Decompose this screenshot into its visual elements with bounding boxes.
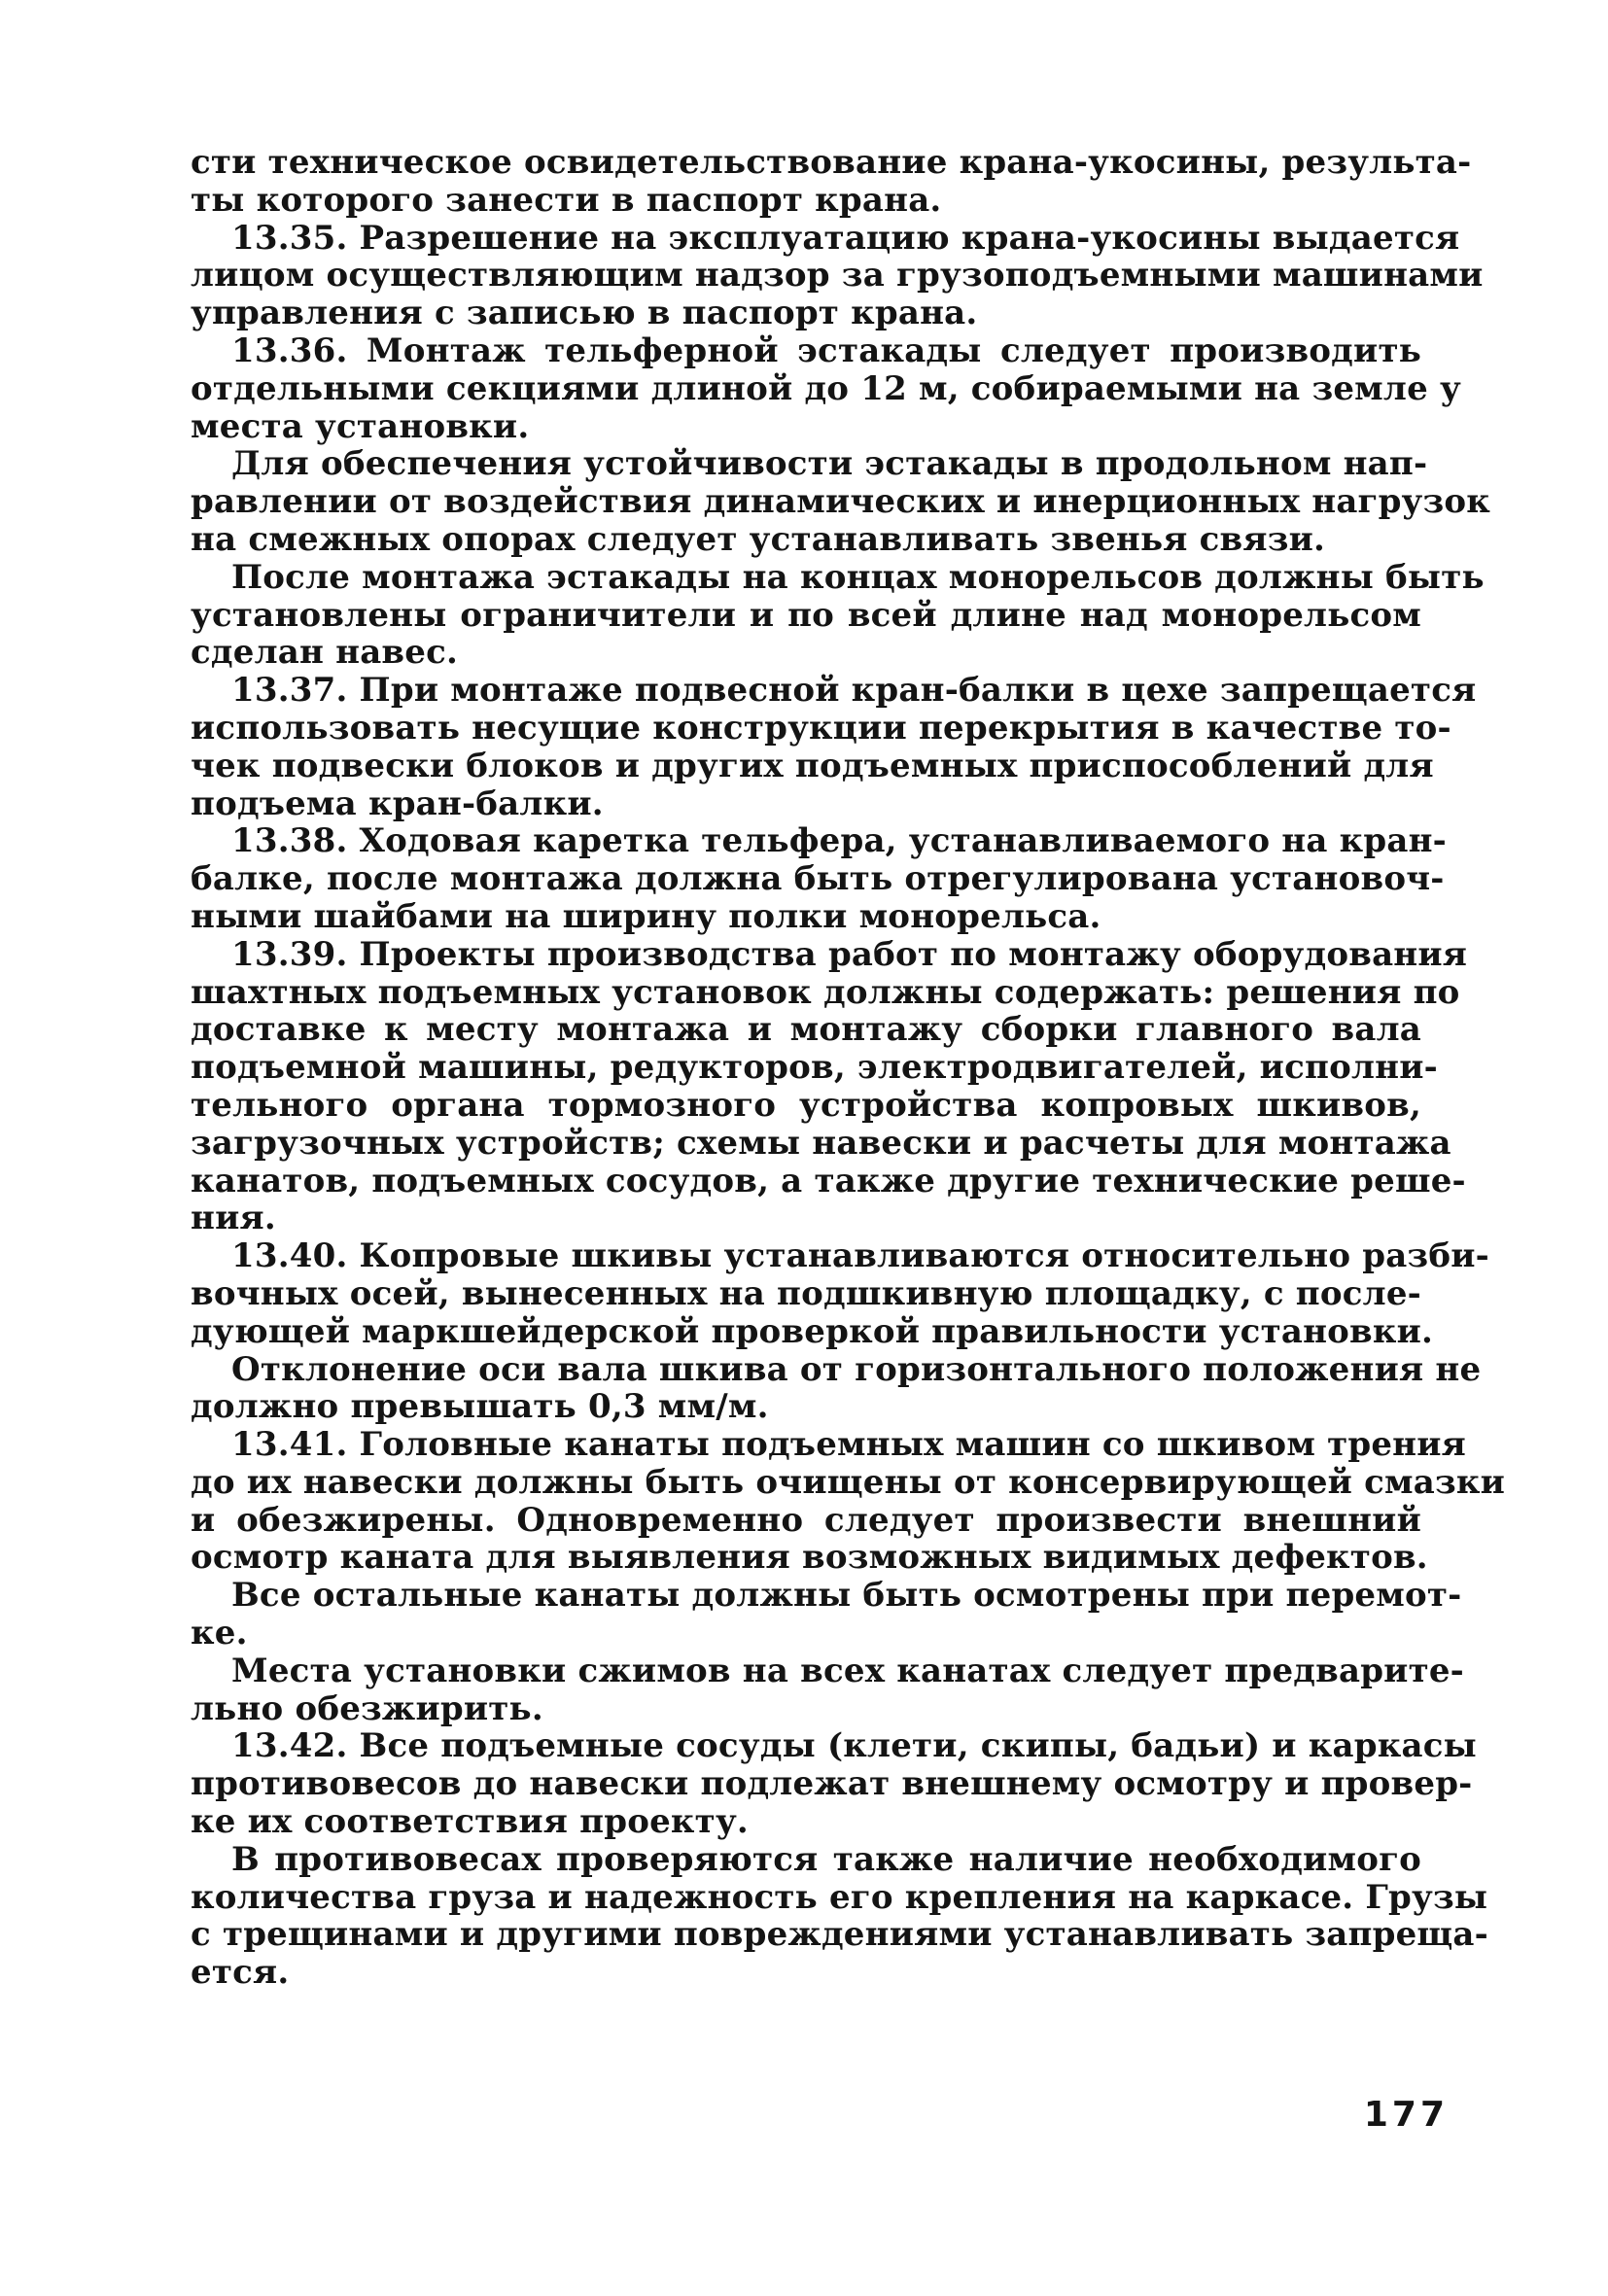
text-line: противовесов до навески подлежат внешнему осмотру и провер- [191,1764,1473,1804]
text-line: с трещинами и другими повреждениями устанавливать запреща- [191,1915,1488,1955]
text-line: сделан навес. [191,633,459,673]
text-line: количества груза и надежность его крепления на каркасе. Грузы [191,1877,1488,1917]
text-line: 13.42. Все подъемные сосуды (клети, скипы, бадьи) и каркасы [231,1726,1477,1766]
text-line: должно превышать 0,3 мм/м. [191,1387,769,1427]
text-line: ния. [191,1199,276,1238]
text-line: отдельными секциями длиной до 12 м, собираемыми на земле у [191,368,1461,408]
text-line: канатов, подъемных сосудов, а также другие технические реше- [191,1161,1466,1200]
text-line: управления с записью в паспорт крана. [191,294,978,333]
text-line: использовать несущие конструкции перекрытия в качестве то- [191,708,1451,748]
text-line: сти техническое освидетельствование крана-укосины, результа- [191,143,1472,182]
text-line: Все остальные канаты должны быть осмотрены при перемот- [231,1576,1462,1616]
text-line: доставке к месту монтажа и монтажу сборки главного вала [191,1010,1421,1050]
text-line: чек подвески блоков и других подъемных приспособлений для [191,746,1434,785]
text-line: тельного органа тормозного устройства копровых шкивов, [191,1085,1421,1125]
text-line: 13.40. Копровые шкивы устанавливаются относительно разби- [231,1236,1489,1276]
text-line: ке их соответствия проекту. [191,1802,749,1842]
text-line: вочных осей, вынесенных на подшкивную площадку, с после- [191,1273,1421,1313]
text-line: В противовесах проверяются также наличие необходимого [231,1839,1421,1879]
text-line: 13.35. Разрешение на эксплуатацию крана-укосины выдается [231,218,1460,258]
text-line: лицом осуществляющим надзор за грузоподъемными машинами [191,256,1484,296]
text-line: Для обеспечения устойчивости эстакады в продольном нап- [231,444,1428,484]
page-text-block [191,143,1506,1993]
text-line: ке. [191,1614,248,1653]
text-line: Отклонение оси вала шкива от горизонтального положения не [231,1349,1482,1389]
text-line: установлены ограничители и по всей длине над монорельсом [191,595,1421,635]
page-number: 177 [1363,2095,1449,2135]
text-line: на смежных опорах следует устанавливать звенья связи. [191,519,1326,559]
text-line: льно обезжирить. [191,1688,543,1728]
text-line: 13.36. Монтаж тельферной эстакады следует производить [231,330,1421,370]
text-line: ты которого занести в паспорт крана. [191,180,942,220]
text-line: 13.41. Головные канаты подъемных машин со шкивом трения [231,1425,1466,1465]
text-line: равлении от воздействия динамических и инерционных нагрузок [191,482,1491,522]
text-line: шахтных подъемных установок должны содержать: решения по [191,972,1460,1012]
text-line: и обезжирены. Одновременно следует произвести внешний [191,1500,1421,1540]
text-line: осмотр каната для выявления возможных видимых дефектов. [191,1538,1428,1578]
text-line: 13.38. Ходовая каретка тельфера, устанавливаемого на кран- [231,821,1447,861]
text-line: ными шайбами на ширину полки монорельса. [191,896,1101,936]
text-line: 13.37. При монтаже подвесной кран-балки в цехе запрещается [231,671,1477,711]
text-line: балке, после монтажа должна быть отрегулирована установоч- [191,859,1445,899]
text-line: Места установки сжимов на всех канатах следует предварите- [231,1651,1464,1690]
text-line: подъемной машины, редукторов, электродвигателей, исполни- [191,1048,1438,1088]
text-line: дующей маркшейдерской проверкой правильности установки. [191,1311,1434,1351]
text-line: места установки. [191,406,530,446]
text-line: 13.39. Проекты производства работ по монтажу оборудования [231,934,1468,974]
text-line: После монтажа эстакады на концах монорельсов должны быть [231,557,1485,597]
text-line: загрузочных устройств; схемы навески и расчеты для монтажа [191,1123,1451,1163]
text-line: подъема кран-балки. [191,783,604,823]
text-line: до их навески должны быть очищены от консервирующей смазки [191,1462,1506,1502]
text-line: ется. [191,1953,290,1993]
